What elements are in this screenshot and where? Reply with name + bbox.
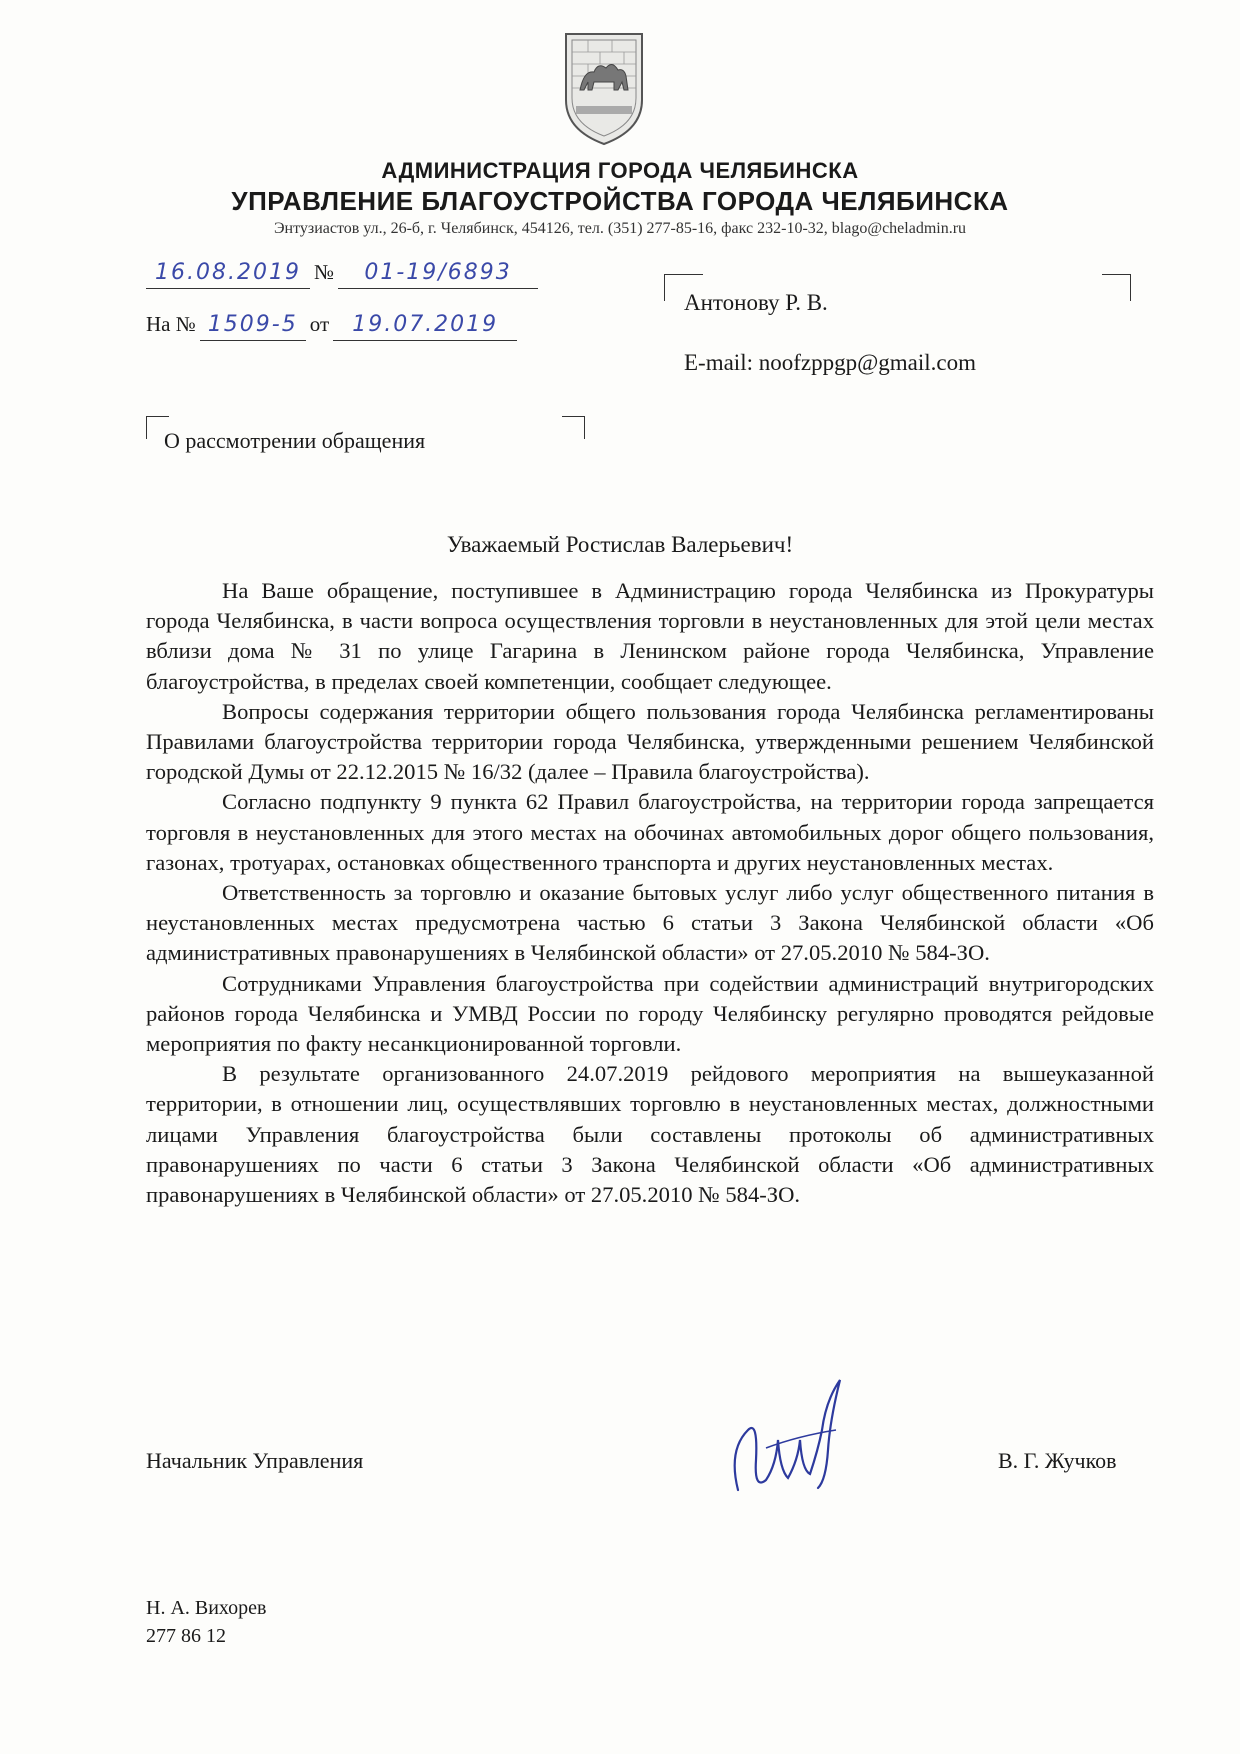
recipient-email: E-mail: noofzppgp@gmail.com bbox=[684, 350, 977, 375]
executor-name: Н. А. Вихорев bbox=[146, 1597, 267, 1619]
number-label: № bbox=[314, 260, 335, 284]
coat-of-arms-icon bbox=[558, 30, 650, 148]
paragraph: Сотрудниками Управления благоустройства при содействии администраций внутригородских районов города Челябинска и УМВД России по городу Челябинску регулярно проводятся рейдовые мероприятия по факту несанкционированной торговли. bbox=[146, 970, 1154, 1057]
paragraph: Вопросы содержания территории общего пользования города Челябинска регламентированы Правилами благоустройства территории города Челябинска, утвержденными решением Челябинской городской Думы от 22.12.2015 № 16/32 (далее – Правила благоустройства). bbox=[146, 698, 1154, 785]
signatory-name: В. Г. Жучков bbox=[998, 1448, 1117, 1473]
executor-phone: 277 86 12 bbox=[146, 1625, 226, 1647]
org-name-line1: АДМИНИСТРАЦИЯ ГОРОДА ЧЕЛЯБИНСКА bbox=[381, 158, 859, 183]
subject-bracket-right bbox=[562, 416, 585, 439]
from-label: от bbox=[309, 312, 330, 336]
handwritten-signature-icon bbox=[718, 1370, 868, 1510]
paragraph: Согласно подпункту 9 пункта 62 Правил благоустройства, на территории города запрещается торговля в неустановленных для этого местах на обочинах автомобильных дорог общего пользования, газонах, тротуарах, остановках общественного транспорта и других неустановленных местах. bbox=[146, 789, 1154, 875]
letter-body bbox=[146, 576, 1154, 1210]
outgoing-number: 01-19/6893 bbox=[338, 258, 538, 289]
reply-line bbox=[146, 310, 517, 341]
subject: О рассмотрении обращения bbox=[164, 428, 426, 453]
paragraph: В результате организованного 24.07.2019 рейдового мероприятия на вышеуказанной территории, в отношении лиц, осуществлявших торговлю в неустановленных местах, должностными лицами Управления благоустройства были составлены протоколы об административных правонарушениях по части 6 статьи 3 Закона Челябинской области «Об административных правонарушениях в Челябинской области» от 27.05.2010 № 584-ЗО. bbox=[146, 1061, 1154, 1208]
org-name-line2: УПРАВЛЕНИЕ БЛАГОУСТРОЙСТВА ГОРОДА ЧЕЛЯБИНСКА bbox=[231, 186, 1009, 216]
recipient-name: Антонову Р. В. bbox=[684, 290, 828, 315]
paragraph: Ответственность за торговлю и оказание бытовых услуг либо услуг общественного питания в неустановленных местах предусмотрена частью 6 статьи 3 Закона Челябинской области «Об административных правонарушениях в Челябинской области» от 27.05.2010 № 584-ЗО. bbox=[146, 880, 1154, 966]
reply-number: 1509-5 bbox=[200, 310, 306, 341]
recipient-bracket-right bbox=[1102, 274, 1131, 301]
registration-line bbox=[146, 258, 538, 289]
reply-date: 19.07.2019 bbox=[333, 310, 517, 341]
paragraph: На Ваше обращение, поступившее в Администрацию города Челябинска из Прокуратуры города Челябинска, в части вопроса осуществления торговли в неустановленных для этой цели местах вблизи дома № 31 по улице Гагарина в Ленинском районе города Челябинска, Управление благоустройства, в пределах своей компетенции, сообщает следующее. bbox=[146, 578, 1154, 694]
outgoing-date: 16.08.2019 bbox=[146, 258, 310, 289]
greeting: Уважаемый Ростислав Валерьевич! bbox=[446, 532, 794, 557]
signatory-position: Начальник Управления bbox=[146, 1448, 364, 1473]
org-contacts: Энтузиастов ул., 26-б, г. Челябинск, 454126, тел. (351) 277-85-16, факс 232-10-32, blago@cheladmin.ru bbox=[273, 220, 967, 237]
reply-label: На № bbox=[146, 312, 196, 336]
executor-block bbox=[146, 1594, 267, 1650]
